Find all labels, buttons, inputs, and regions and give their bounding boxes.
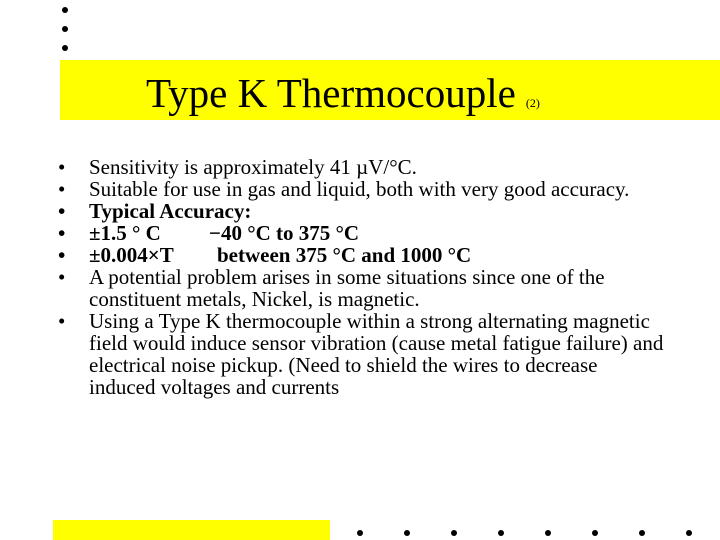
decorative-dot — [686, 530, 692, 536]
bullet-item — [58, 266, 668, 310]
bullet-text: Sensitivity is approximately 41 µV/°C. — [89, 155, 417, 179]
decorative-dot — [545, 530, 551, 536]
decorative-dot — [62, 45, 68, 51]
footer-band — [53, 520, 330, 540]
title-text: Type K Thermocouple — [146, 70, 516, 116]
decorative-dot — [404, 530, 410, 536]
decorative-dot — [62, 7, 68, 13]
bullet-item — [58, 156, 668, 178]
decorative-dot — [592, 530, 598, 536]
bullet-item — [58, 310, 668, 398]
bullet-text: Using a Type K thermocouple within a strong alternating magnetic field would induce sensor vibration (cause metal fatigue failure) and electrical noise pickup. (Need to shield the wires to decrease induced voltages and currents — [89, 309, 664, 399]
decorative-dot — [498, 530, 504, 536]
bullet-text: Suitable for use in gas and liquid, both with very good accuracy. — [89, 177, 630, 201]
decorative-dot — [639, 530, 645, 536]
decorative-dot — [357, 530, 363, 536]
bullet-list — [58, 156, 668, 398]
bullet-item — [58, 222, 668, 244]
bullet-text: Typical Accuracy: — [89, 199, 252, 223]
bullet-item — [58, 200, 668, 222]
accuracy-range: between 375 °C and 1000 °C — [217, 243, 472, 267]
title-reference: (2) — [525, 96, 540, 110]
bullet-text: A potential problem arises in some situations since one of the constituent metals, Nickel, is magnetic. — [89, 265, 605, 311]
accuracy-range: −40 °C to 375 °C — [209, 221, 360, 245]
decorative-dot — [62, 26, 68, 32]
decorative-dot — [451, 530, 457, 536]
bullet-item — [58, 244, 668, 266]
accuracy-value: ±0.004×T — [89, 243, 174, 267]
bullet-item — [58, 178, 668, 200]
accuracy-value: ±1.5 ° C — [89, 221, 161, 245]
slide-title — [146, 68, 540, 128]
